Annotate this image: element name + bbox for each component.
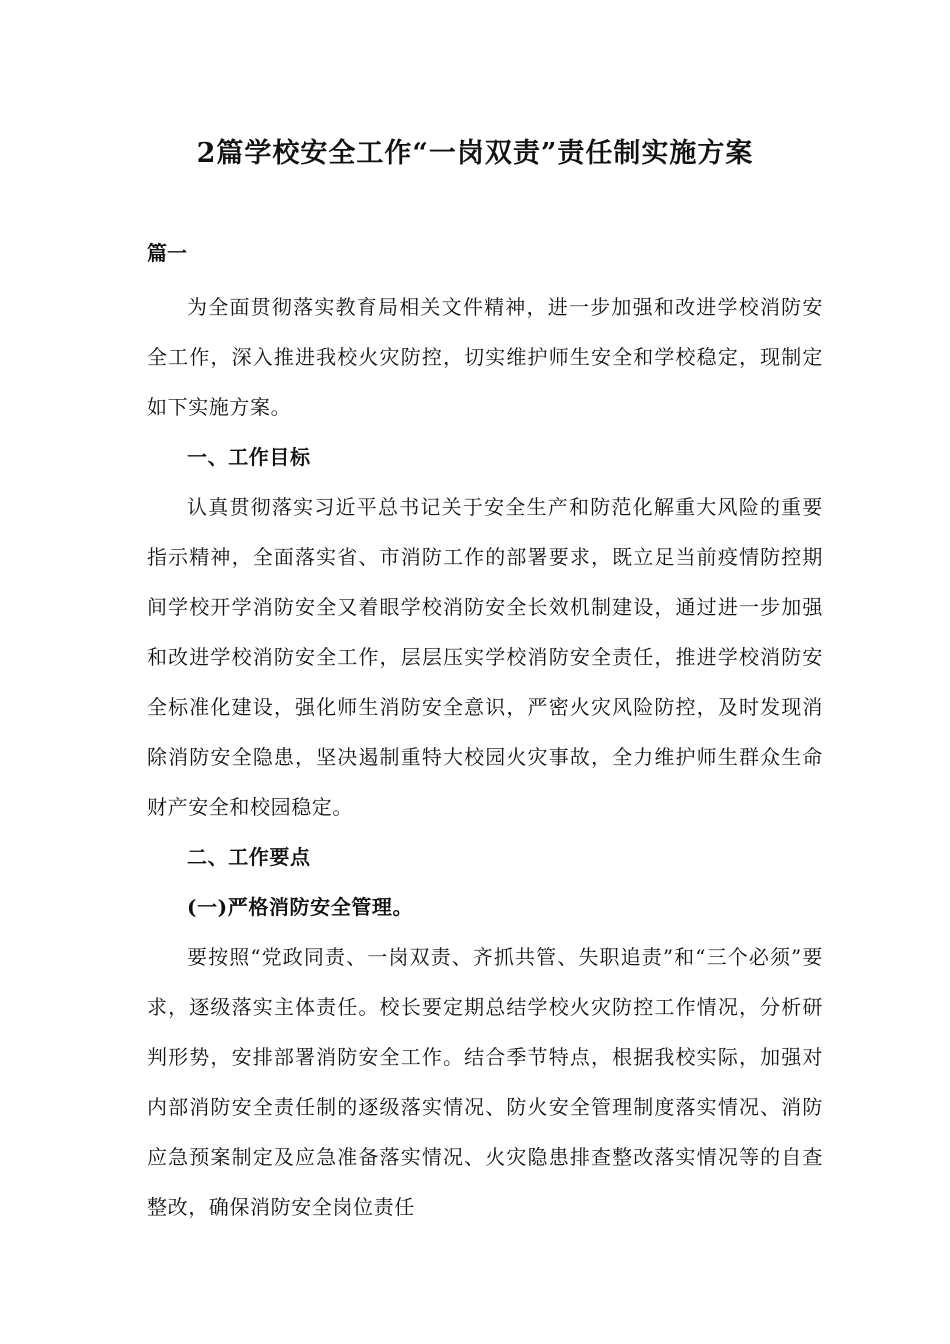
intro-paragraph: 为全面贯彻落实教育局相关文件精神，进一步加强和改进学校消防安全工作，深入推进我校火灾防控，切实维护师生安全和学校稳定，现制定如下实施方案。 — [147, 295, 823, 419]
document-title: 2篇学校安全工作“一岗双责”责任制实施方案 — [196, 138, 754, 169]
heading-work-goals: 一、工作目标 — [187, 445, 311, 469]
goal-paragraph: 认真贯彻落实习近平总书记关于安全生产和防范化解重大风险的重要指示精神，全面落实省、市消防工作的部署要求，既立足当前疫情防控期间学校开学消防安全又着眼学校消防安全长效机制建设，通过进一步加强和改进学校消防安全工作，层层压实学校消防安全责任，推进学校消防安全标准化建设，强化师生消防安全意识，严密火灾风险防控，及时发现消除消防安全隐患，坚决遏制重特大校园火灾事故，全力维护师生群众生命财产安全和校园稳定。 — [147, 495, 823, 819]
heading-work-points: 二、工作要点 — [187, 845, 311, 869]
section-label: 篇一 — [147, 241, 187, 265]
document-body — [147, 282, 823, 1232]
subheading-fire-safety-management: (一)严格消防安全管理。 — [187, 895, 414, 919]
management-paragraph: 要按照“党政同责、一岗双责、齐抓共管、失职追责”和“三个必须”要求，逐级落实主体责任。校长要定期总结学校火灾防控工作情况，分析研判形势，安排部署消防安全工作。结合季节特点，根据我校实际，加强对内部消防安全责任制的逐级落实情况、防火安全管理制度落实情况、消防应急预案制定及应急准备落实情况、火灾隐患排查整改落实情况等的自查整改，确保消防安全岗位责任 — [147, 945, 823, 1219]
